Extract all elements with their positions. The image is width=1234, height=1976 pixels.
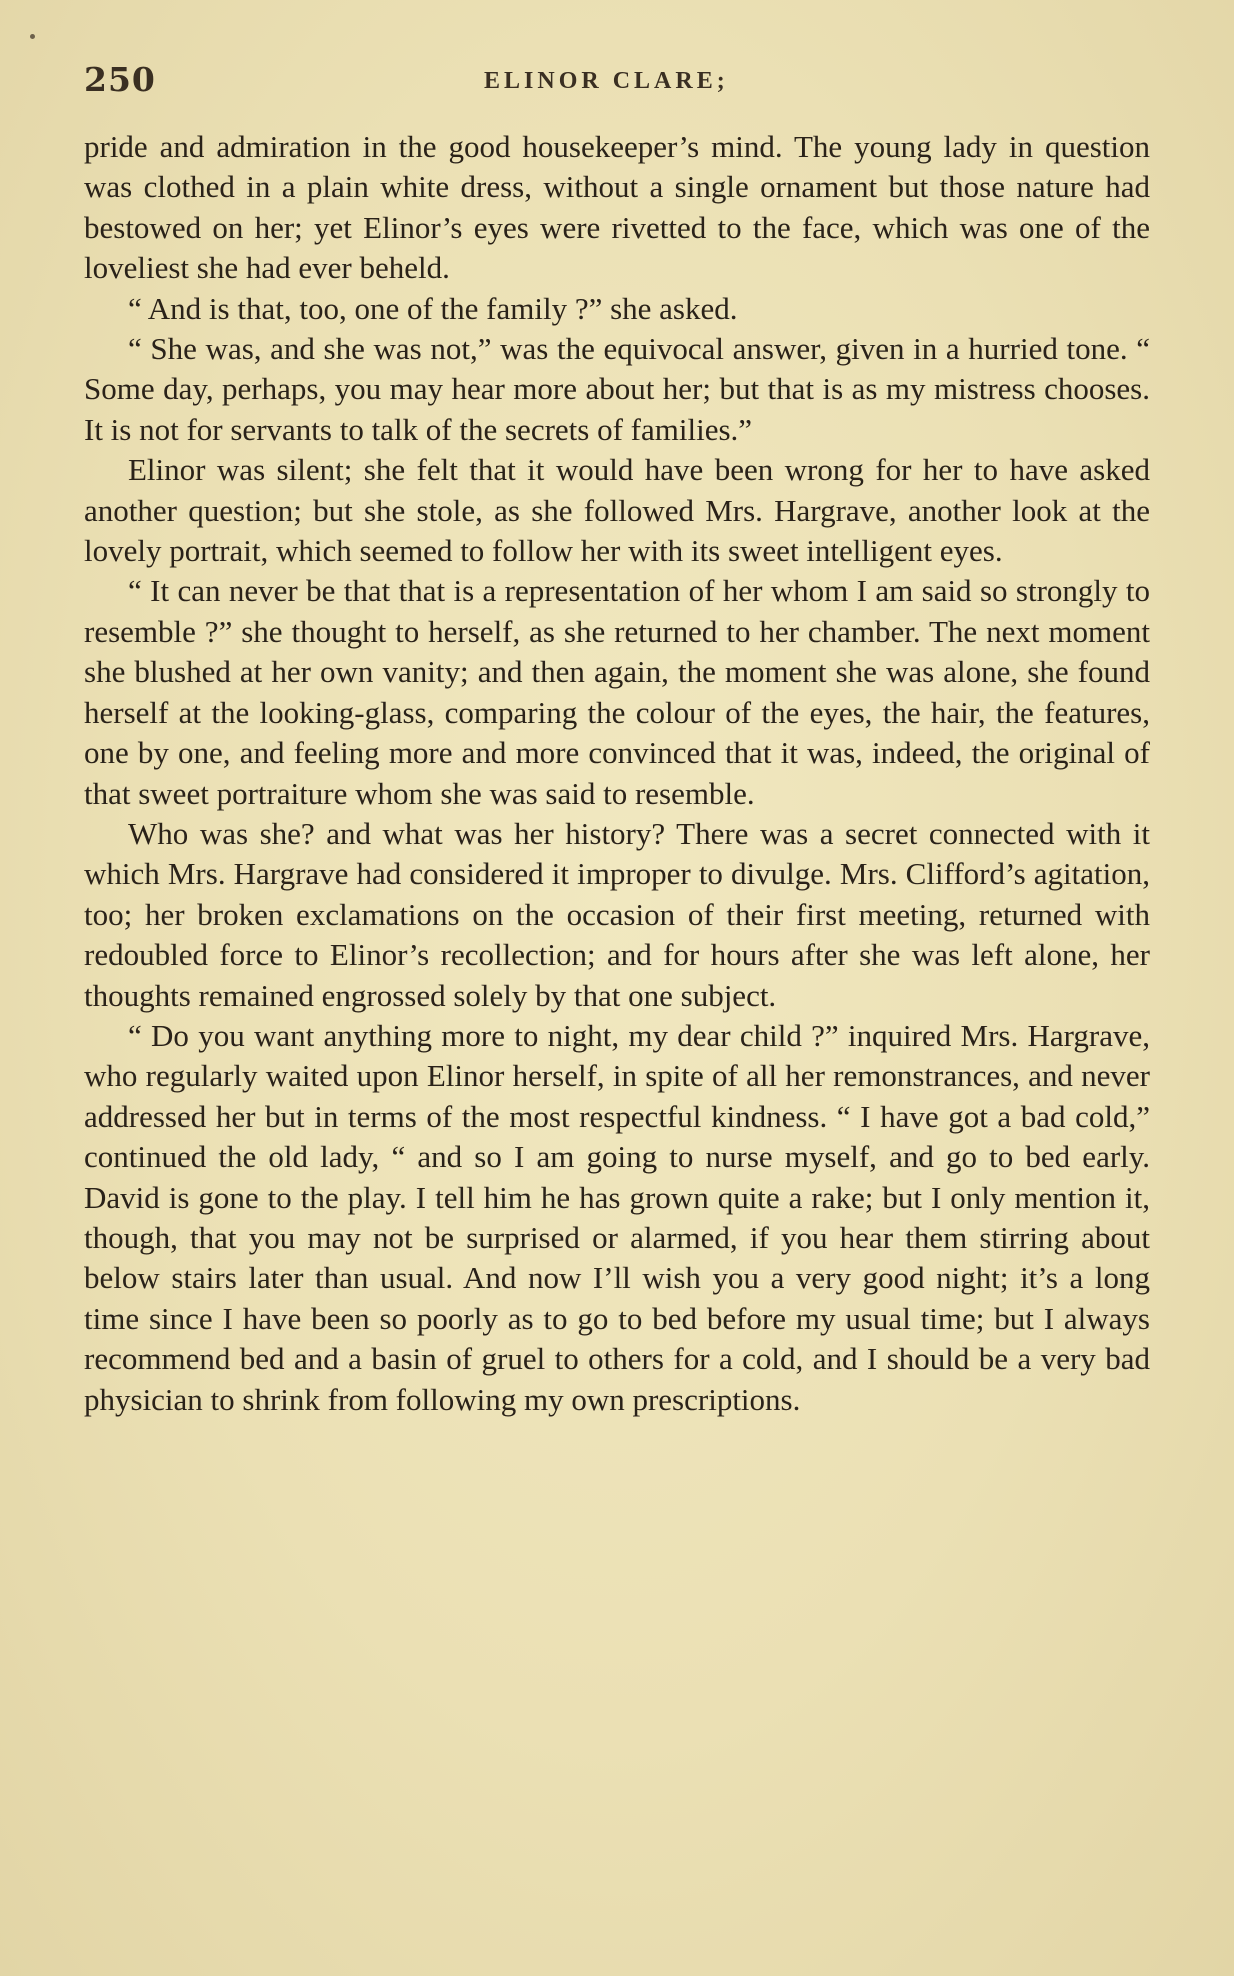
paragraph-1: pride and admiration in the good housekeeper’s mind. The young lady in question was clothed in a plain white dress, without a single ornament but those nature had bestowed on her; yet Elinor’s eyes were rivetted to the face, which was one of the loveliest she had ever beheld.	[84, 129, 1150, 286]
ink-speck	[30, 34, 35, 39]
paragraph-4: Elinor was silent; she felt that it would have been wrong for her to have asked another question; but she stole, as she followed Mrs. Hargrave, another look at the lovely portrait, which seemed to follow her with its sweet intelligent eyes.	[84, 452, 1150, 569]
paragraph-7: “ Do you want anything more to night, my dear child ?” inquired Mrs. Hargrave, who regularly waited upon Elinor herself, in spite of all her remonstrances, and never addressed her but in terms of the most respectful kindness. “ I have got a bad cold,” continued the old lady, “ and so I am going to nurse myself, and go to bed early. David is gone to the play. I tell him he has grown quite a rake; but I only mention it, though, that you may not be surprised or alarmed, if you hear them stirring about below stairs later than usual. And now I’ll wish you a very good night; it’s a long time since I have been so poorly as to go to bed before my usual time; but I always recommend bed and a basin of gruel to others for a cold, and I should be a very bad physician to shrink from following my own prescriptions.	[84, 1017, 1150, 1417]
paragraph-2: “ And is that, too, one of the family ?” she asked.	[128, 290, 738, 326]
body-text	[84, 127, 1150, 1420]
running-head: ELINOR CLARE;	[484, 68, 729, 94]
paragraph-5: “ It can never be that that is a representation of her whom I am said so strongly to resemble ?” she thought to herself, as she returned to her chamber. The next moment she blushed at her own vanity; and then again, the moment she was alone, she found herself at the looking-glass, comparing the colour of the eyes, the hair, the features, one by one, and feeling more and more convinced that it was, indeed, the original of that sweet portraiture whom she was said to resemble.	[84, 573, 1150, 811]
paragraph-6: Who was she? and what was her history? There was a secret connected with it which Mrs. Hargrave had considered it improper to divulge. Mrs. Clifford’s agitation, too; her broken exclamations on the occasion of their first meeting, returned with redoubled force to Elinor’s recollection; and for hours after she was left alone, her thoughts remained engrossed solely by that one subject.	[84, 815, 1150, 1013]
page-number: 250	[84, 60, 156, 99]
page-header	[84, 60, 1150, 104]
paragraph-3: “ She was, and she was not,” was the equivocal answer, given in a hurried tone. “ Some day, perhaps, you may hear more about her; but that is as my mistress chooses. It is not for servants to talk of the secrets of families.”	[84, 331, 1150, 447]
